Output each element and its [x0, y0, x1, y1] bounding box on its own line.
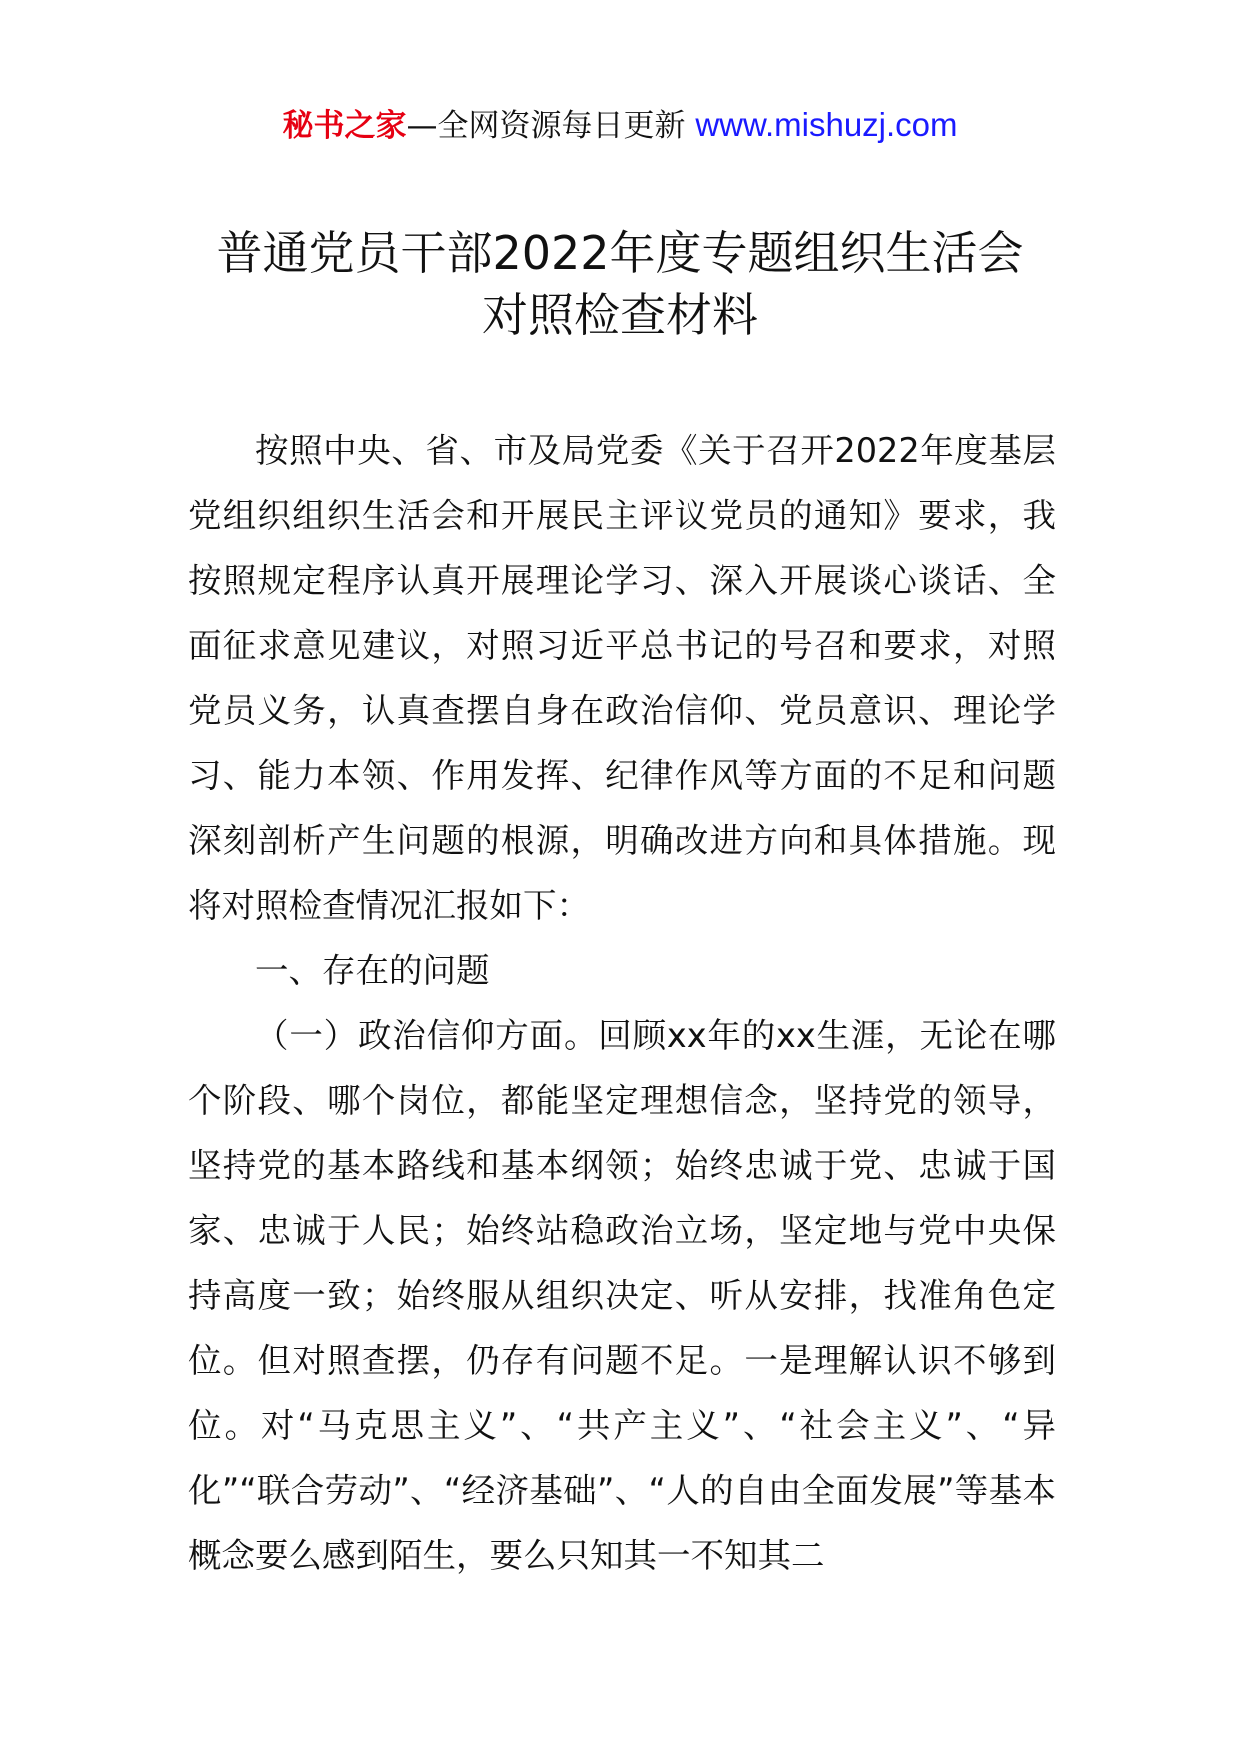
- site-banner: [0, 103, 1240, 148]
- document-title: [0, 222, 1240, 346]
- intro-paragraph: 按照中央、省、市及局党委《关于召开2022年度基层党组织组织生活会和开展民主评议党员的通知》要求，我按照规定程序认真开展理论学习、深入开展谈心谈话、全面征求意见建议，对照习近平总书记的号召和要求，对照党员义务，认真查摆自身在政治信仰、党员意识、理论学习、能力本领、作用发挥、纪律作风等方面的不足和问题深刻剖析产生问题的根源，明确改进方向和具体措施。现将对照检查情况汇报如下：: [188, 431, 1056, 925]
- document-body: [188, 418, 1056, 1588]
- site-url-link[interactable]: www.mishuzj.com: [695, 106, 958, 143]
- section-paragraph: （一）政治信仰方面。回顾xx年的xx生涯，无论在哪个阶段、哪个岗位，都能坚定理想信念，坚持党的领导，坚持党的基本路线和基本纲领；始终忠诚于党、忠诚于国家、忠诚于人民；始终站稳政治立场，坚定地与党中央保持高度一致；始终服从组织决定、听从安排，找准角色定位。但对照查摆，仍存有问题不足。一是理解认识不够到位。对“马克思主义”、“共产主义”、“社会主义”、“异化”“联合劳动”、“经济基础”、“人的自由全面发展”等基本概念要么感到陌生，要么只知其一不知其二: [188, 1016, 1056, 1575]
- title-line-2: 对照检查材料: [482, 288, 758, 342]
- brand-name: 秘书之家: [282, 108, 407, 144]
- banner-tagline: —全网资源每日更新: [406, 108, 696, 144]
- title-line-1: 普通党员干部2022年度专题组织生活会: [216, 226, 1024, 280]
- section-heading: 一、存在的问题: [255, 951, 490, 990]
